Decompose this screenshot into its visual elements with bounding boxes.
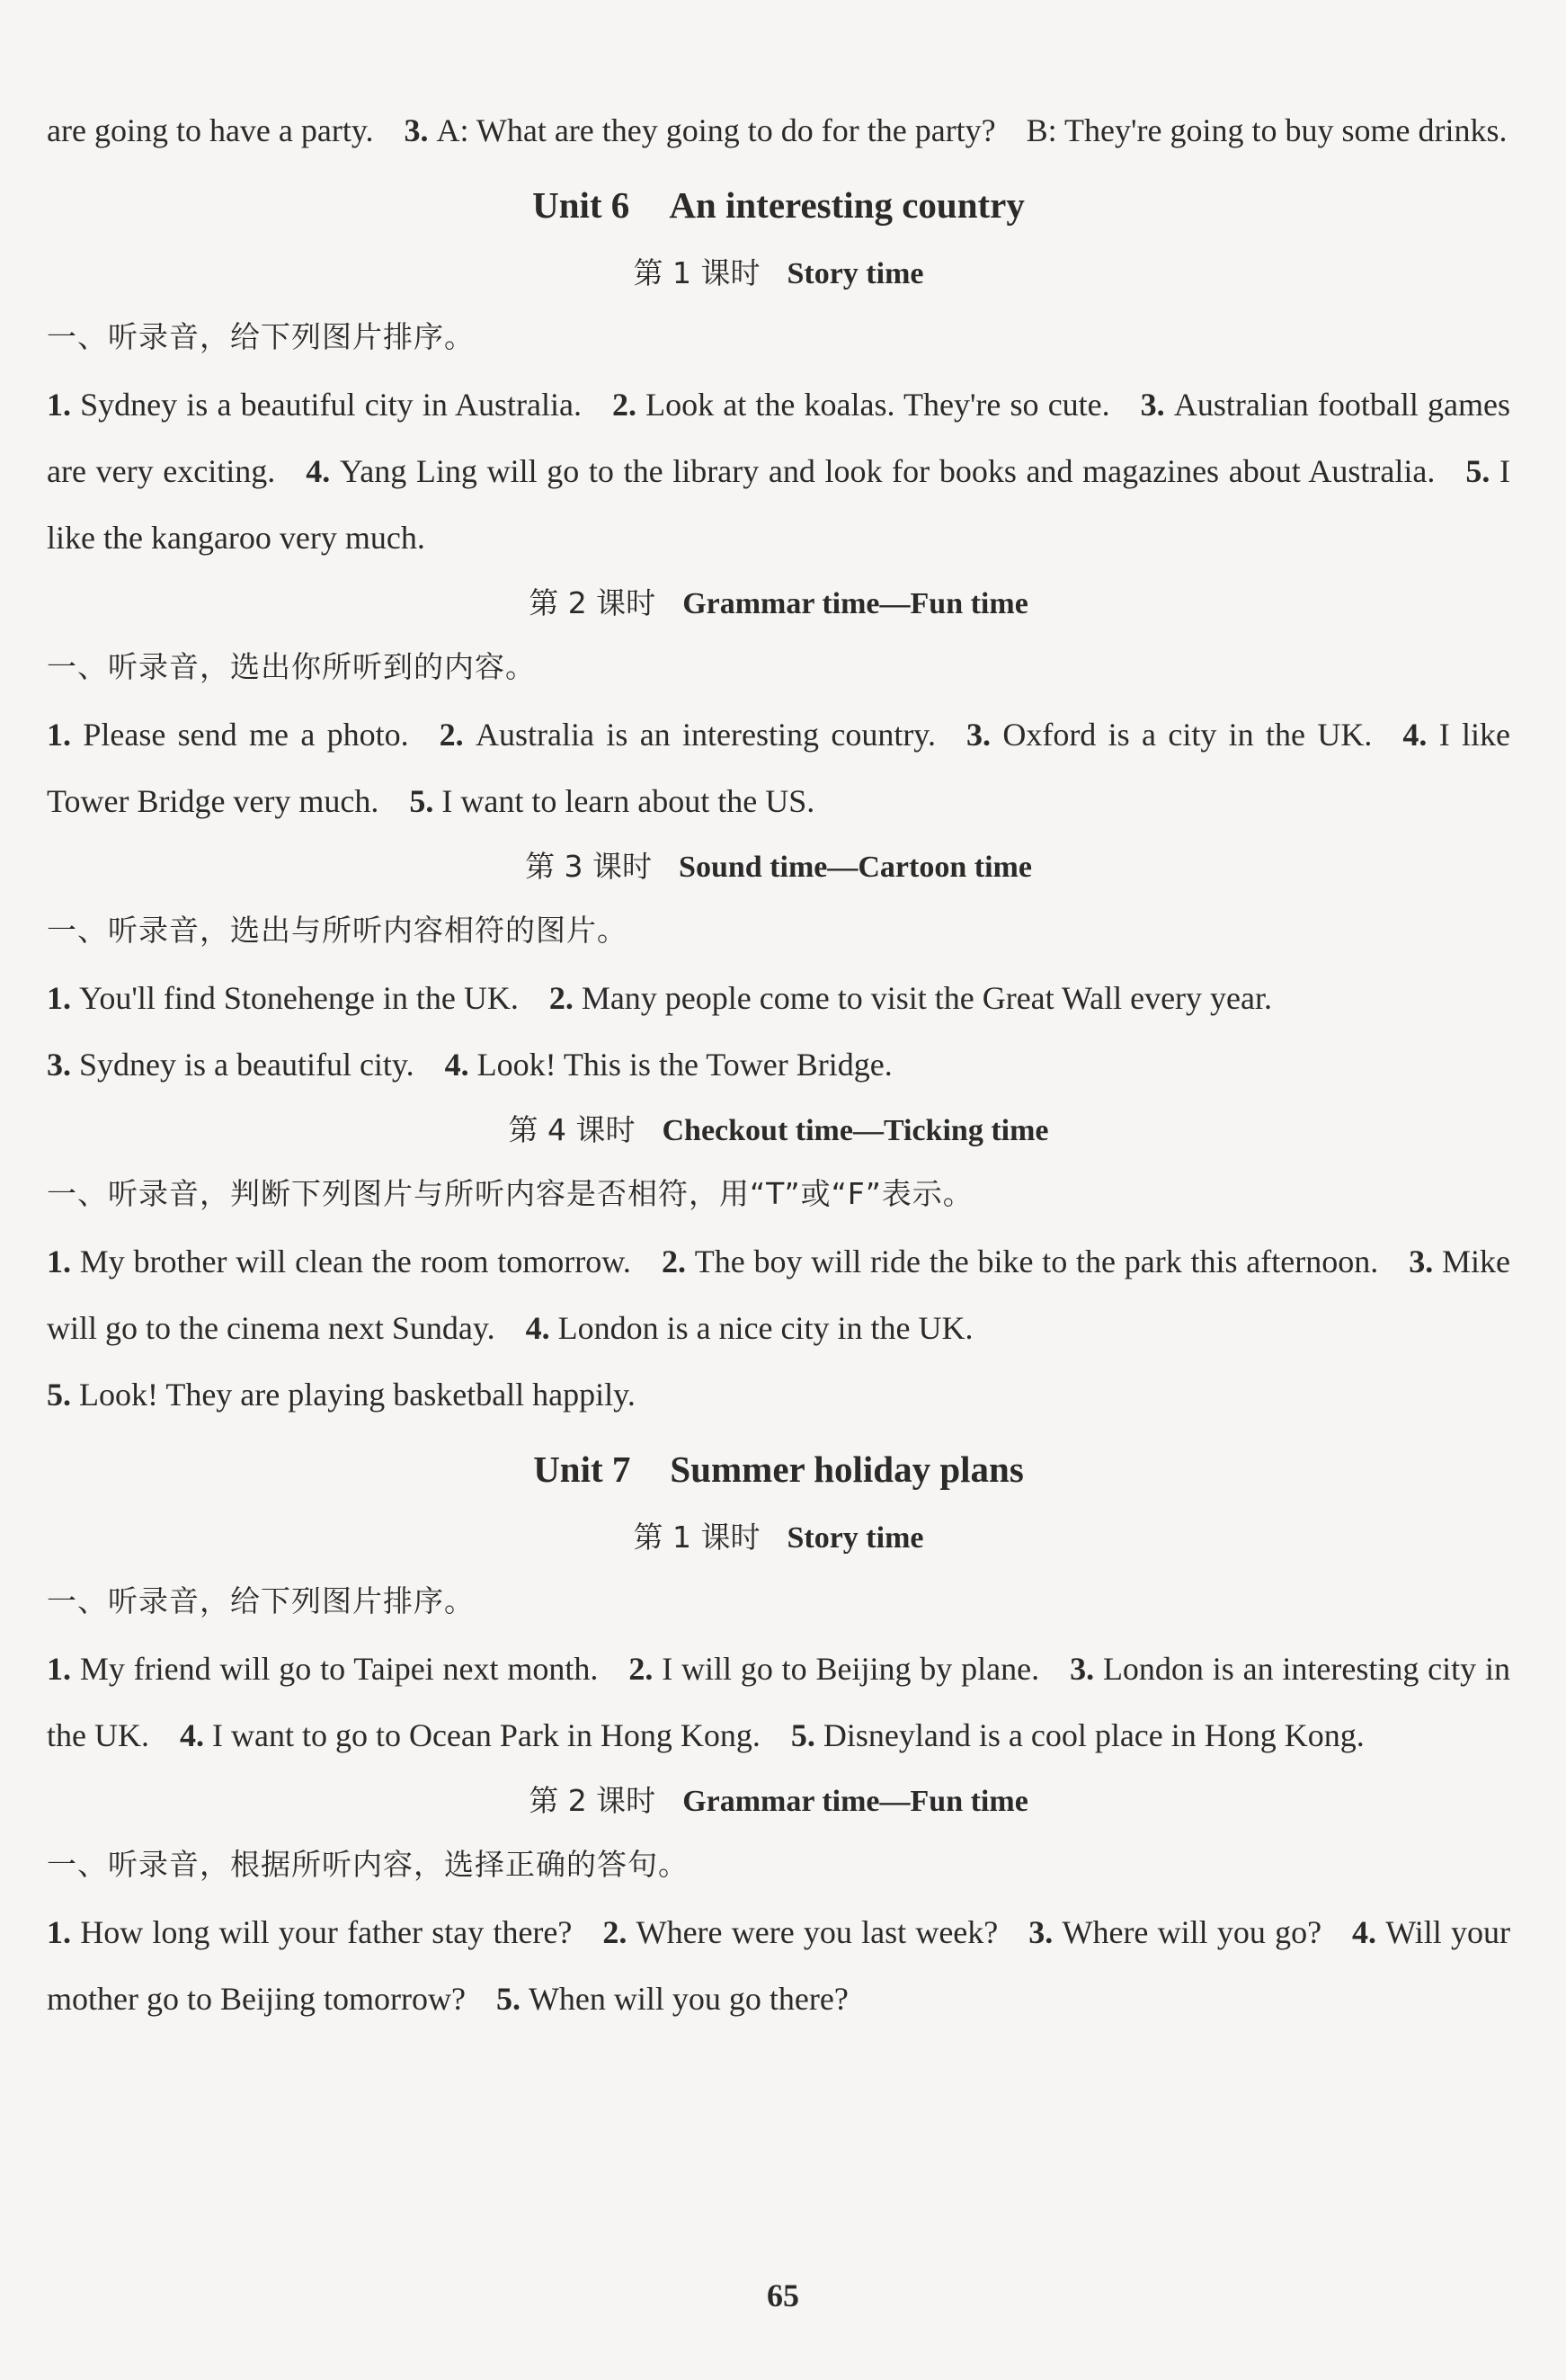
item-number: 1.: [47, 1914, 71, 1950]
unit-name: Summer holiday plans: [670, 1449, 1024, 1490]
item-number: 1.: [47, 980, 71, 1016]
lesson-number: 第 2 课时: [529, 1783, 656, 1818]
item-text: I want to learn about the US.: [441, 783, 815, 819]
item-number: 3.: [404, 112, 429, 148]
item-text: My friend will go to Taipei next month.: [79, 1651, 599, 1687]
item-text: Oxford is a city in the UK.: [1002, 717, 1373, 753]
item-text: Please send me a photo.: [83, 717, 409, 753]
item-number: 3.: [965, 717, 991, 753]
intro-text: are going to have a party.: [47, 112, 374, 148]
item-text: Where were you last week?: [636, 1914, 999, 1950]
item-number: 1.: [47, 717, 71, 753]
lesson-number: 第 1 课时: [633, 255, 761, 290]
unit-6-title: [47, 180, 1510, 230]
item-number: 5.: [790, 1717, 815, 1753]
item-text: London is an interesting city in the UK.: [47, 1651, 1510, 1753]
item-text: You'll find Stonehenge in the UK.: [79, 980, 519, 1016]
item-text: Sydney is a beautiful city.: [79, 1047, 414, 1083]
unit-name: An interesting country: [669, 184, 1025, 226]
item-text: Mike will go to the cinema next Sunday.: [47, 1243, 1511, 1346]
item-number: 3.: [1409, 1243, 1434, 1279]
item-number: 4.: [306, 453, 331, 489]
section-heading: 一、听录音，给下列图片排序。: [47, 1583, 475, 1618]
item-number: 5.: [1465, 453, 1490, 489]
section-heading: 一、听录音，根据所听内容，选择正确的答句。: [47, 1847, 689, 1882]
item-number: 1.: [47, 1651, 71, 1687]
unit-number: Unit 7: [533, 1449, 631, 1490]
item-text: The boy will ride the bike to the park this afternoon.: [694, 1243, 1379, 1279]
item-number: 4.: [179, 1717, 204, 1753]
script-paragraph: [47, 701, 1510, 834]
item-number: 2.: [602, 1914, 627, 1950]
item-number: 1.: [47, 1243, 71, 1279]
item-text: Disneyland is a cool place in Hong Kong.: [823, 1717, 1365, 1753]
item-text: London is a nice city in the UK.: [557, 1310, 974, 1346]
item-number: 3.: [47, 1047, 71, 1083]
item-text: A: What are they going to do for the party?: [436, 112, 996, 148]
page-content: [47, 97, 1510, 2032]
lesson-title: [47, 250, 1510, 298]
script-paragraph: [47, 965, 1510, 1098]
item-text: Where will you go?: [1062, 1914, 1322, 1950]
item-text: I like Tower Bridge very much.: [47, 717, 1511, 819]
unit-number: Unit 6: [532, 184, 630, 226]
continued-paragraph: [47, 97, 1510, 164]
item-number: 4.: [444, 1047, 469, 1083]
lesson-name: Grammar time—Fun time: [682, 1785, 1028, 1818]
lesson-name: Story time: [787, 1521, 924, 1555]
lesson-number: 第 3 课时: [525, 849, 653, 884]
lesson-number: 第 1 课时: [633, 1520, 761, 1555]
item-number: 2.: [661, 1243, 686, 1279]
item-number: 5.: [495, 1981, 521, 2017]
item-number: 5.: [47, 1377, 71, 1413]
item-number: 4.: [525, 1310, 550, 1346]
item-number: 1.: [47, 387, 71, 423]
lesson-number: 第 4 课时: [508, 1112, 636, 1147]
item-number: 3.: [1028, 1914, 1054, 1950]
lesson-name: Story time: [787, 257, 924, 290]
item-number: 4.: [1352, 1914, 1377, 1950]
unit-7-title: [47, 1444, 1510, 1494]
item-text: I will go to Beijing by plane.: [662, 1651, 1040, 1687]
item-text: Will your mother go to Beijing tomorrow?: [47, 1914, 1511, 2017]
lesson-name: Sound time—Cartoon time: [679, 851, 1032, 884]
item-text: When will you go there?: [528, 1981, 849, 2017]
lesson-name: Grammar time—Fun time: [682, 587, 1028, 620]
item-number: 4.: [1402, 717, 1428, 753]
item-number: 2.: [628, 1651, 654, 1687]
section-heading: 一、听录音，选出与所听内容相符的图片。: [47, 913, 627, 948]
lesson-title: [47, 843, 1510, 891]
script-paragraph: [47, 1899, 1510, 2032]
item-text: My brother will clean the room tomorrow.: [79, 1243, 631, 1279]
item-number: 3.: [1070, 1651, 1095, 1687]
section-heading: 一、听录音，给下列图片排序。: [47, 319, 475, 354]
lesson-title: [47, 1514, 1510, 1562]
lesson-name: Checkout time—Ticking time: [662, 1114, 1049, 1147]
script-paragraph: [47, 1228, 1510, 1428]
section-heading: 一、听录音，判断下列图片与所听内容是否相符，用“T”或“F”表示。: [47, 1176, 974, 1211]
item-number: 3.: [1140, 387, 1165, 423]
item-text: How long will your father stay there?: [80, 1914, 573, 1950]
script-paragraph: [47, 371, 1510, 571]
lesson-title: [47, 1778, 1510, 1825]
item-text: I like the kangaroo very much.: [47, 453, 1511, 556]
section-heading: 一、听录音，选出你所听到的内容。: [47, 649, 536, 684]
item-text: I want to go to Ocean Park in Hong Kong.: [211, 1717, 761, 1753]
item-text: Yang Ling will go to the library and look for books and magazines about Australia.: [339, 453, 1436, 489]
item-number: 2.: [548, 980, 574, 1016]
script-paragraph: [47, 1636, 1510, 1769]
page-number: 65: [767, 2277, 799, 2313]
item-text: Australian football games are very exciting.: [47, 387, 1511, 489]
lesson-title: [47, 1107, 1510, 1154]
item-text: Look! This is the Tower Bridge.: [476, 1047, 893, 1083]
item-number: 2.: [611, 387, 636, 423]
item-text: Look! They are playing basketball happily.: [79, 1377, 636, 1413]
lesson-title: [47, 580, 1510, 628]
lesson-number: 第 2 课时: [529, 585, 656, 620]
item-number: 5.: [409, 783, 434, 819]
item-text: Look at the koalas. They're so cute.: [645, 387, 1110, 423]
item-text: Sydney is a beautiful city in Australia.: [80, 387, 582, 423]
item-number: 2.: [439, 717, 464, 753]
item-text: B: They're going to buy some drinks.: [1026, 112, 1508, 148]
item-text: Many people come to visit the Great Wall every year.: [581, 980, 1272, 1016]
item-text: Australia is an interesting country.: [476, 717, 936, 753]
